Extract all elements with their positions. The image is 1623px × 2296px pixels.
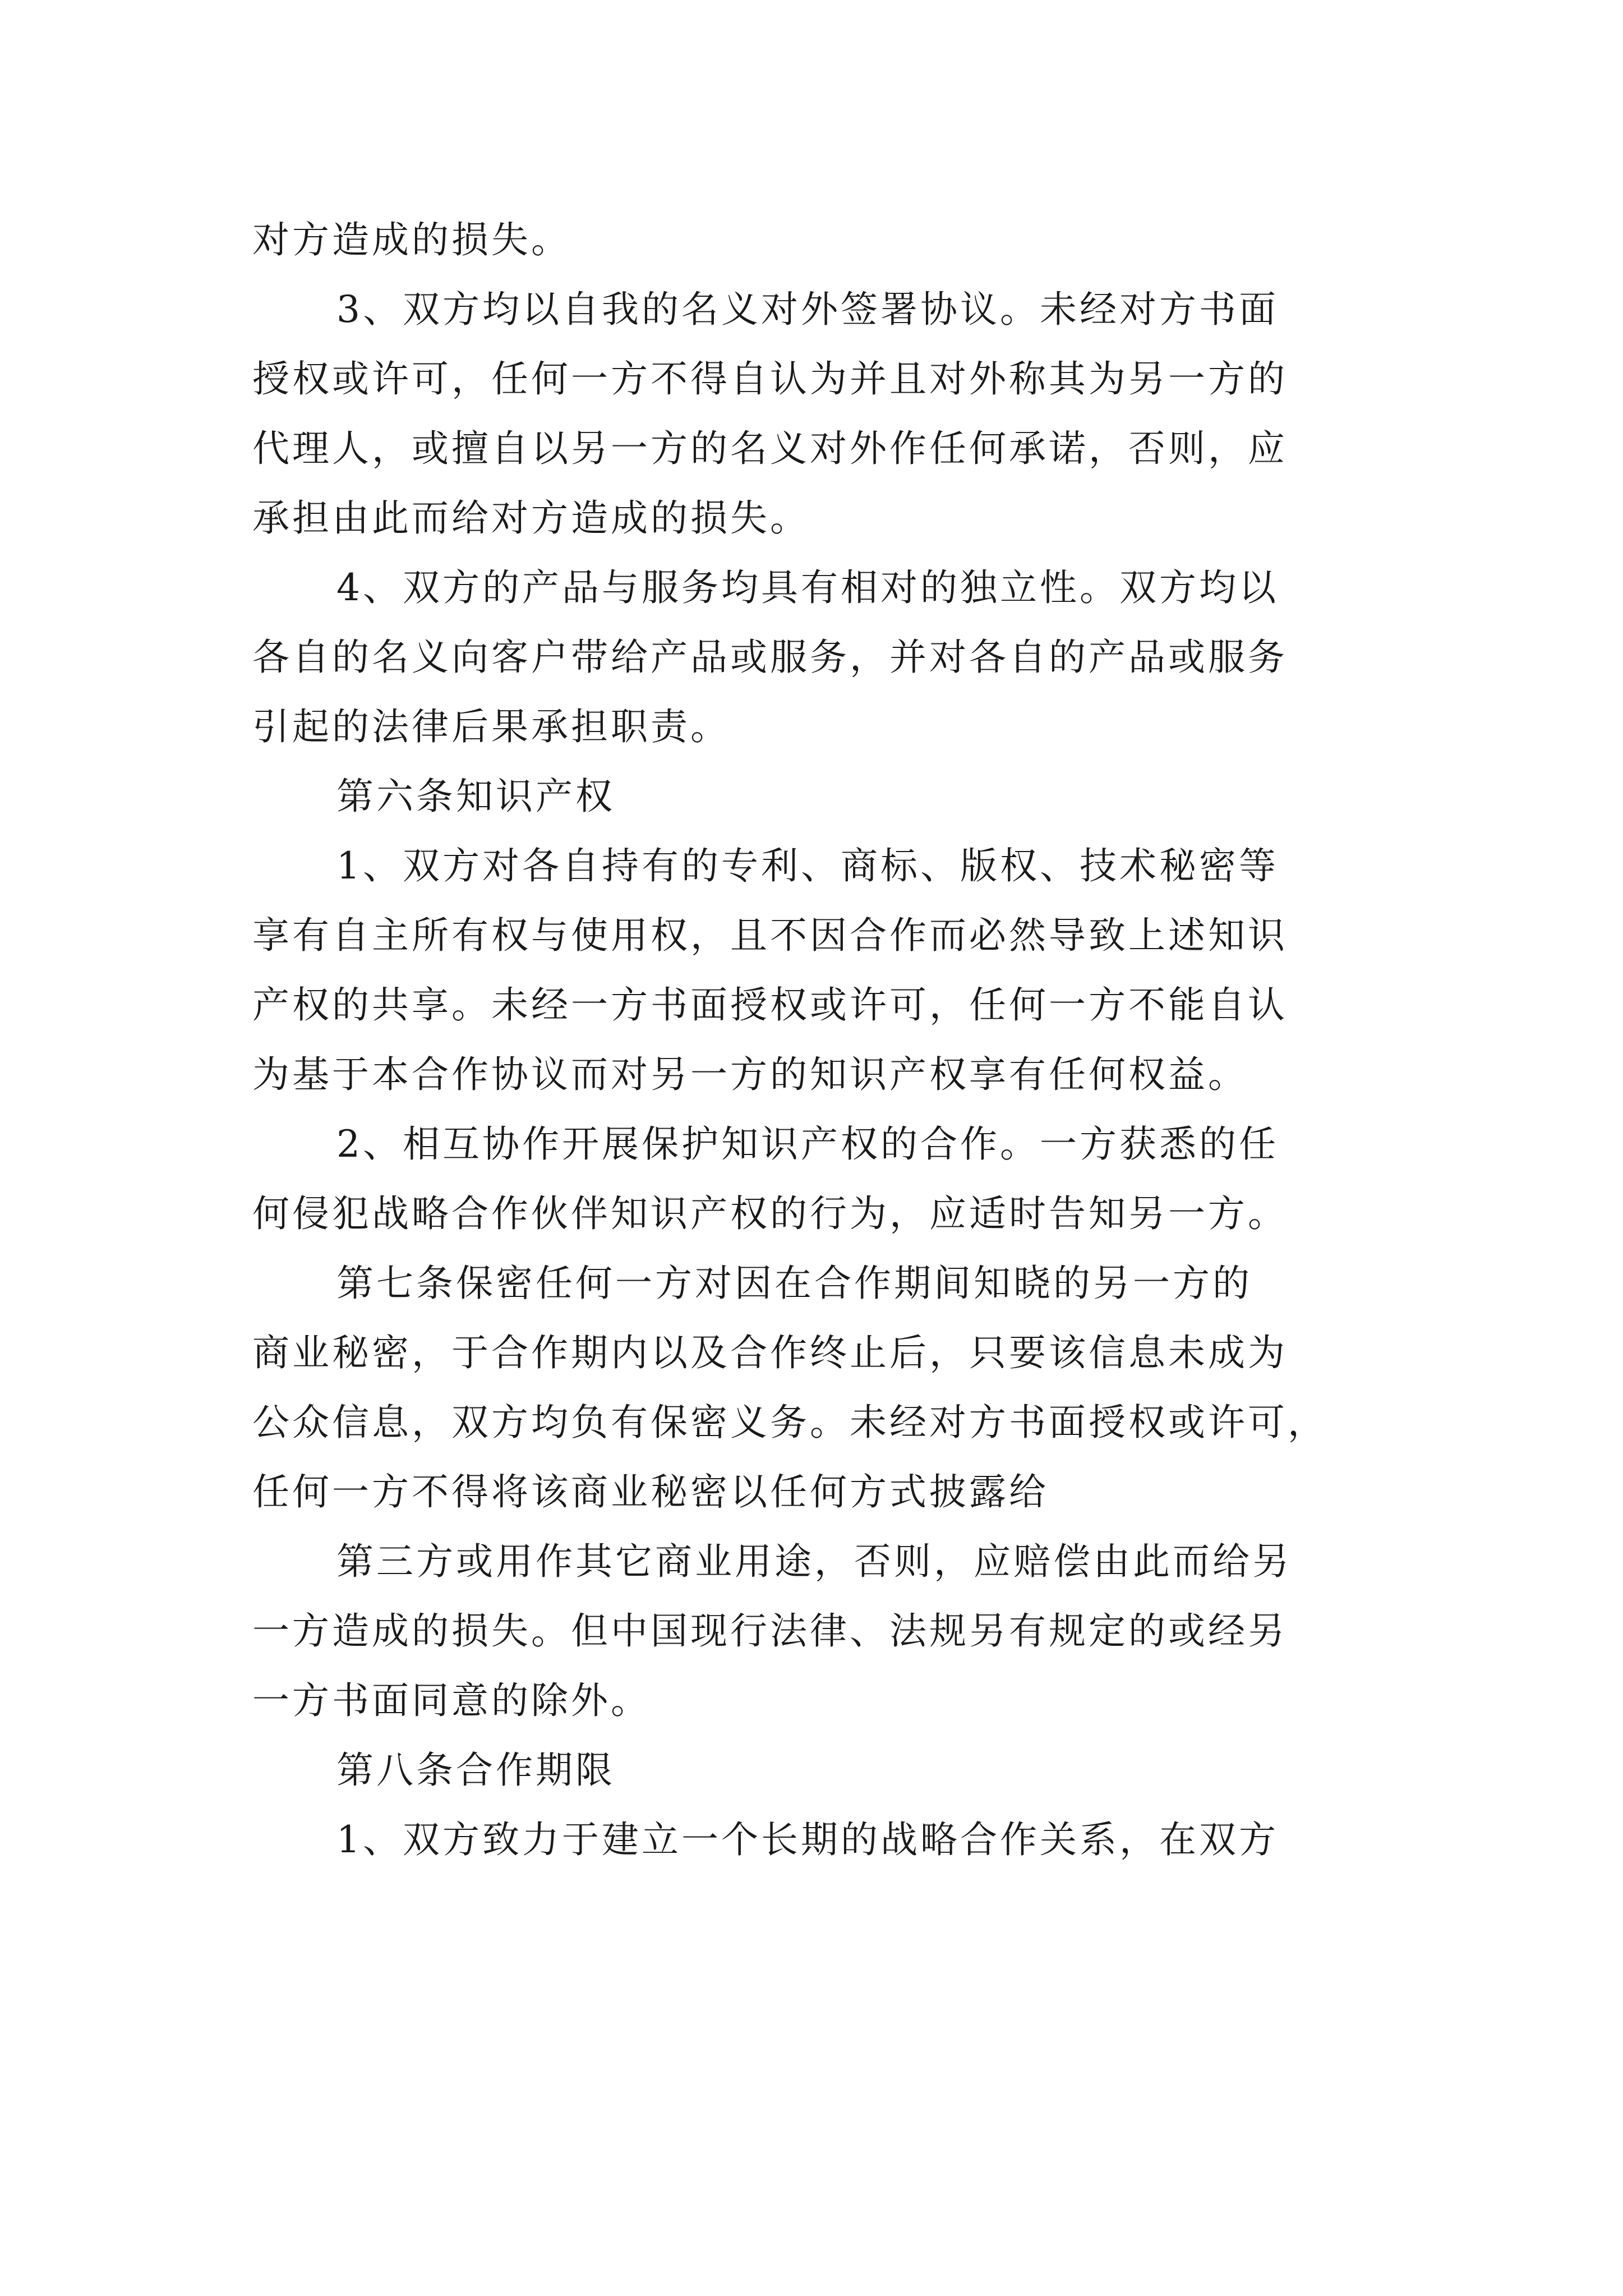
text-line: 承担由此而给对方造成的损失。 — [252, 496, 810, 540]
text-line: 对方造成的损失。 — [252, 218, 571, 261]
text-line: 为基于本合作协议而对另一方的知识产权享有任何权益。 — [252, 1053, 1248, 1096]
document-body — [252, 205, 1391, 1875]
text-line: 1、双方致力于建立一个长期的战略合作关系，在双方 — [336, 1818, 1279, 1861]
text-line: 商业秘密，于合作期内以及合作终止后，只要该信息未成为 — [252, 1331, 1288, 1374]
text-line: 2、相互协作开展保护知识产权的合作。一方获悉的任 — [336, 1122, 1279, 1166]
text-line: 授权或许可，任何一方不得自认为并且对外称其为另一方的 — [252, 357, 1288, 401]
text-line: 3、双方均以自我的名义对外签署协议。未经对方书面 — [336, 288, 1279, 331]
text-line: 何侵犯战略合作伙伴知识产权的行为，应适时告知另一方。 — [252, 1192, 1288, 1235]
section-heading: 第八条合作期限 — [336, 1749, 615, 1792]
text-line: 引起的法律后果承担职责。 — [252, 705, 730, 748]
text-line: 享有自主所有权与使用权，且不因合作而必然导致上述知识 — [252, 914, 1288, 957]
section-heading: 第七条保密任何一方对因在合作期间知晓的另一方的 — [336, 1262, 1252, 1305]
text-line: 一方造成的损失。但中国现行法律、法规另有规定的或经另 — [252, 1609, 1288, 1653]
text-line: 任何一方不得将该商业秘密以任何方式披露给 — [252, 1470, 1049, 1513]
text-line: 1、双方对各自持有的专利、商标、版权、技术秘密等 — [336, 844, 1279, 887]
text-line: 代理人，或擅自以另一方的名义对外作任何承诺，否则，应 — [252, 427, 1288, 470]
text-line: 各自的名义向客户带给产品或服务，并对各自的产品或服务 — [252, 636, 1288, 679]
text-line: 公众信息，双方均负有保密义务。未经对方书面授权或许可， — [252, 1401, 1327, 1444]
text-line: 一方书面同意的除外。 — [252, 1679, 651, 1722]
text-line: 4、双方的产品与服务均具有相对的独立性。双方均以 — [336, 566, 1279, 609]
text-line: 第三方或用作其它商业用途，否则，应赔偿由此而给另 — [336, 1540, 1292, 1583]
text-line: 产权的共享。未经一方书面授权或许可，任何一方不能自认 — [252, 983, 1288, 1027]
section-heading: 第六条知识产权 — [336, 775, 615, 818]
